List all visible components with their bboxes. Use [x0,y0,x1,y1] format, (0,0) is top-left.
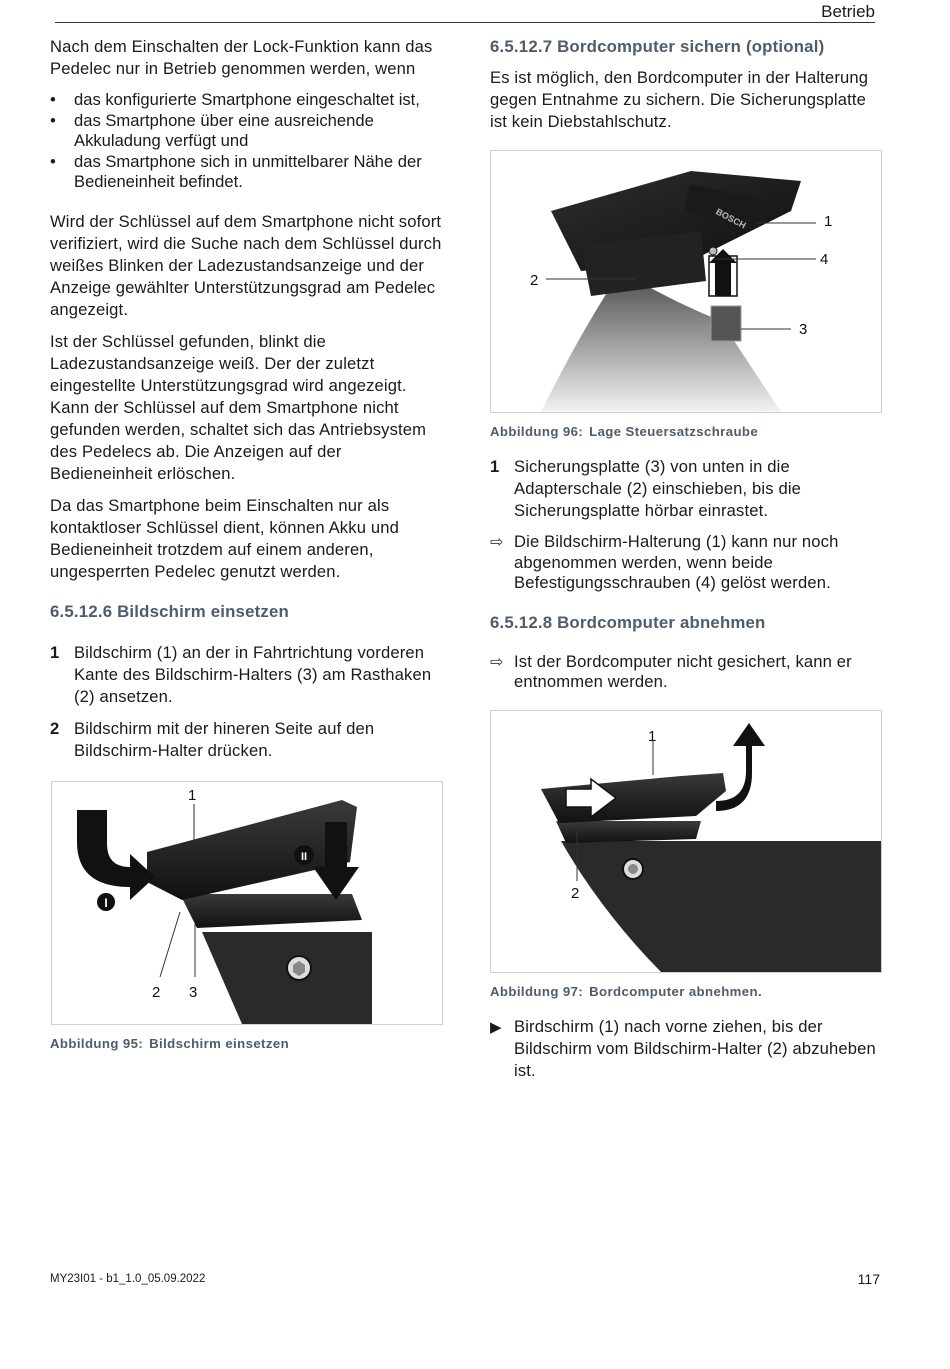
result-note [490,652,885,693]
result-text: Die Bildschirm-Halterung (1) kann nur noch abgenommen werden, wenn beide Befestigungsschrauben (4) gelöst werden. [514,532,839,592]
display-removal-illustration [491,711,881,972]
caption-text: Bordcomputer abnehmen. [589,983,763,999]
result-arrow-icon: ⇨ [490,653,504,671]
step-number: 1 [50,642,60,662]
callout-label: 1 [824,213,833,230]
action-step [490,1016,885,1082]
caption-label: Abbildung 96: [490,424,584,439]
caption-text: Lage Steuersatzschraube [589,424,759,439]
display-insert-illustration [52,782,442,1024]
result-text: Ist der Bordcomputer nicht gesichert, kann er entnommen werden. [514,651,852,691]
callout-label: 2 [571,884,580,902]
callout-label: 1 [648,727,657,745]
bosch-logo-text: BOSCH [714,206,748,231]
step-2 [50,718,445,762]
figure-97-caption [490,984,885,999]
list-item: • das Smartphone über eine ausreichende Akkuladung verfügt und [50,111,445,152]
section-heading-bordcomputer-abnehmen: 6.5.12.8 Bordcomputer abnehmen [490,612,766,632]
step-text: Bildschirm (1) an der in Fahrtrichtung vorderen Kante des Bildschirm-Halters (3) am Rasthaken (2) ansetzen. [74,642,432,706]
smartphone-key-paragraph: Da das Smartphone beim Einschalten nur als kontaktloser Schlüssel dient, können Akku und Bedieneinheit trotzdem auf einem anderen, ungesperrten Pedelec genutzt werden. [50,495,399,581]
callout-label: 2 [530,272,539,289]
section-title: Betrieb [821,2,875,21]
right-column [490,36,885,1082]
condition-list [50,90,445,193]
caption-label: Abbildung 95: [50,1035,144,1051]
caption-text: Bildschirm einsetzen [149,1035,290,1051]
header-rule [55,22,875,23]
callout-label: 4 [820,251,829,268]
step-text: Sicherungsplatte (3) von unten in die Adapterschale (2) einschieben, bis die Sicherungsplatte hörbar einrastet. [514,457,802,520]
svg-text:II: II [300,850,308,863]
action-triangle-icon: ▶ [490,1018,502,1036]
section-heading-bildschirm-einsetzen: 6.5.12.6 Bildschirm einsetzen [50,601,289,621]
left-column [50,36,445,1051]
step-1 [50,642,445,708]
securing-paragraph: Es ist möglich, den Bordcomputer in der Halterung gegen Entnahme zu sichern. Die Sicherungsplatte ist kein Diebstahlschutz. [490,68,869,131]
key-found-paragraph: Ist der Schlüssel gefunden, blinkt die Ladezustandsanzeige weiß. Der der zuletzt eingestellte Unterstützungsgrad wird angezeigt. Kann der Schlüssel auf dem Smartphone nicht gefunden werden, schaltet sich das Antriebsystem des Pedelecs ab. Die Anzeigen auf der Bedieneinheit erlöschen. [50,331,427,483]
security-plate-illustration [491,151,881,412]
caption-label: Abbildung 97: [490,983,584,999]
figure-95-caption [50,1036,445,1051]
list-item: • das konfigurierte Smartphone eingeschaltet ist, [50,90,445,111]
list-item: • das Smartphone sich in unmittelbarer Nähe der Bedieneinheit befindet. [50,152,445,193]
verification-paragraph: Wird der Schlüssel auf dem Smartphone nicht sofort verifiziert, wird die Suche nach dem Schlüssel durch weißes Blinken der Ladezustandsanzeige und der Anzeige gewählter Unterstützungsgrad am Pedelec angezeigt. [50,211,442,319]
callout-label: 1 [188,786,197,804]
figure-96 [490,150,882,413]
callout-label: 3 [189,983,198,1001]
step-number: 1 [490,457,500,476]
callout-label: 2 [152,983,161,1001]
figure-95 [51,781,443,1025]
intro-paragraph: Nach dem Einschalten der Lock-Funktion kann das Pedelec nur in Betrieb genommen werden, wenn [50,37,433,78]
result-note [490,532,885,594]
document-id: MY23I01 - b1_1.0_05.09.2022 [50,1273,206,1285]
step-text: Bildschirm mit der hineren Seite auf den Bildschirm-Halter drücken. [74,718,375,760]
page-number: 117 [857,1271,880,1287]
result-arrow-icon: ⇨ [490,534,504,551]
step-1 [490,456,885,522]
callout-label: 3 [799,321,808,338]
figure-96-caption [490,424,885,439]
step-number: 2 [50,718,60,738]
figure-97 [490,710,882,973]
action-text: Birdschirm (1) nach vorne ziehen, bis der Bildschirm vom Bildschirm-Halter (2) abzuheben ist. [514,1016,876,1080]
svg-text:I: I [104,895,108,910]
section-heading-bordcomputer-sichern: 6.5.12.7 Bordcomputer sichern (optional) [490,37,825,56]
